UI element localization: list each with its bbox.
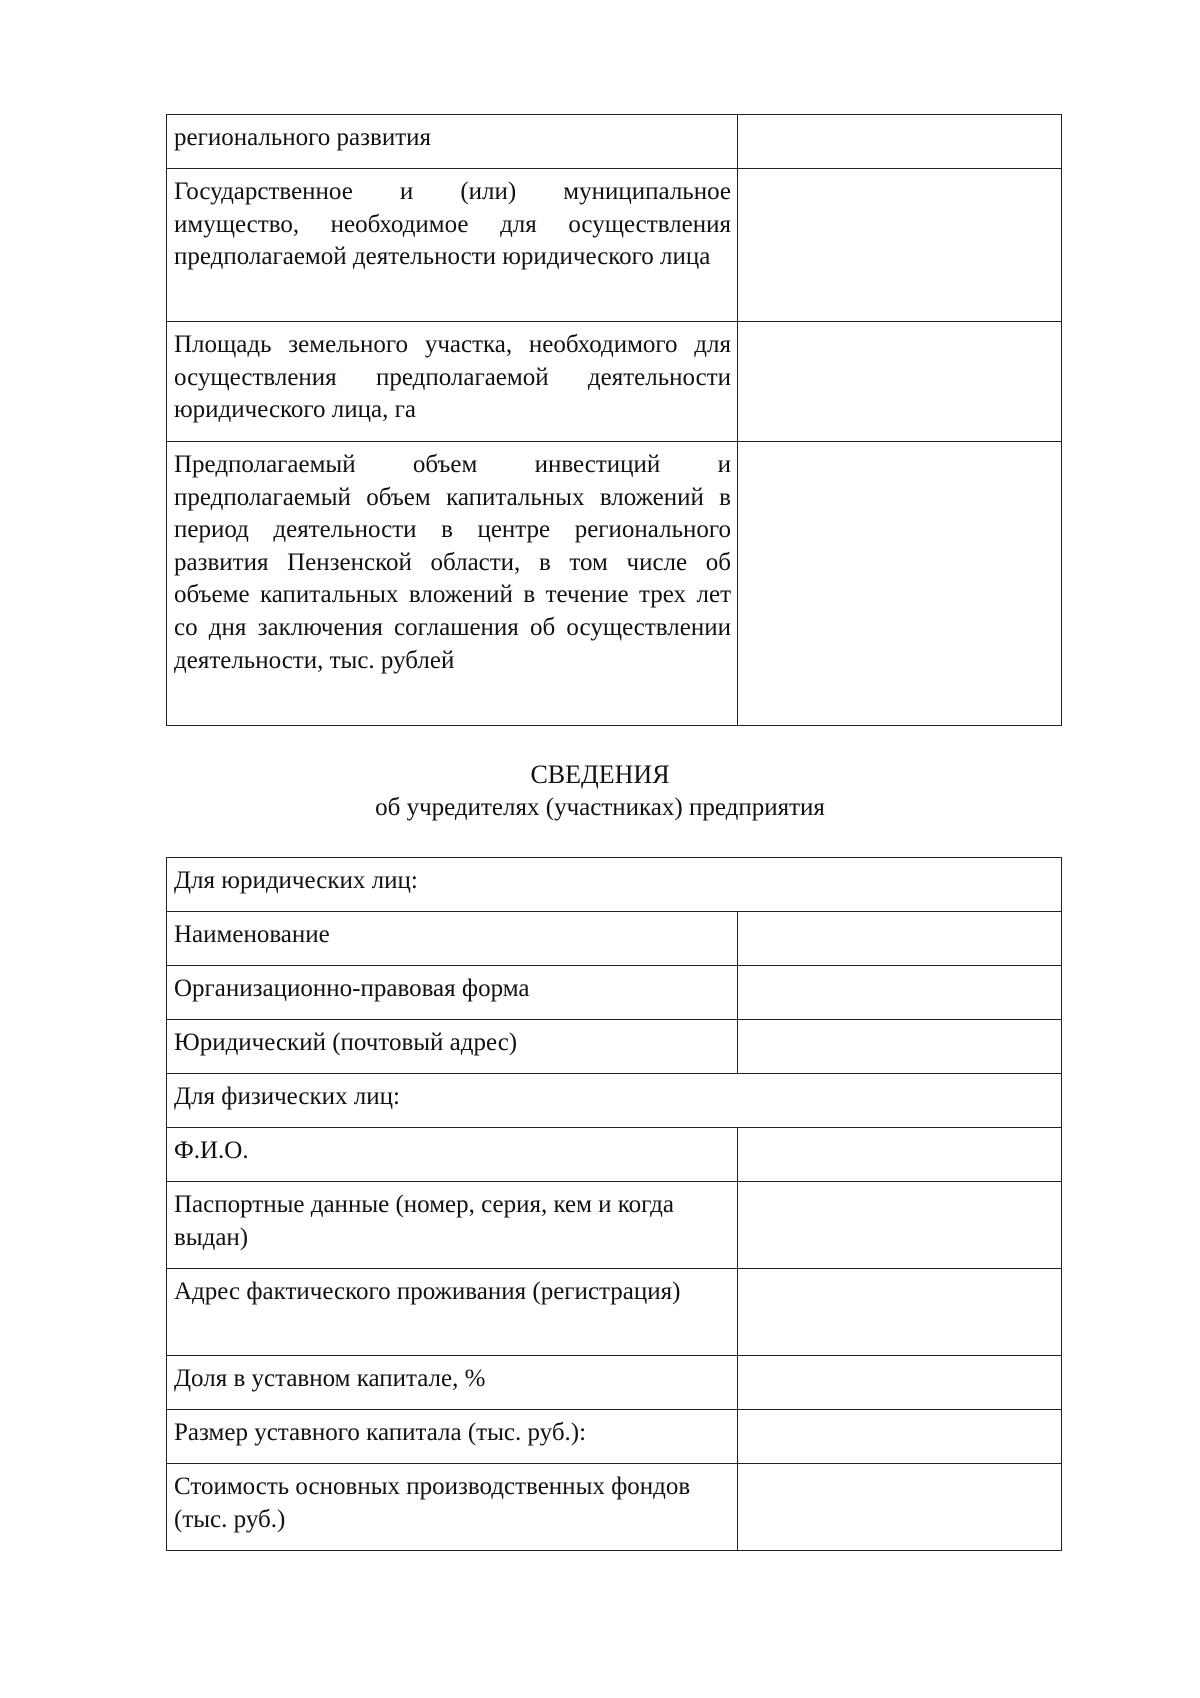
row-label-state-property: Государственное и (или) муниципальное имущество, необходимое для осуществления предполагаемой деятельности юридического лица <box>167 169 738 322</box>
row-label-capital-size: Размер уставного капитала (тыс. руб.): <box>167 1410 738 1464</box>
founders-table <box>166 857 1062 1551</box>
row-label-investment-volume: Предполагаемый объем инвестиций и предполагаемый объем капитальных вложений в период деятельности в центре регионального развития Пензенской области, в том числе об объеме капитальных вложений в течение трех лет со дня заключения соглашения об осуществлении деятельности, тыс. рублей <box>167 442 738 726</box>
table-row <box>167 858 1062 912</box>
table-row <box>167 322 1062 442</box>
table-row <box>167 442 1062 726</box>
row-label-name: Наименование <box>167 912 738 966</box>
row-value-legal-form[interactable] <box>738 966 1062 1020</box>
row-label-full-name: Ф.И.О. <box>167 1128 738 1182</box>
row-value-full-name[interactable] <box>738 1128 1062 1182</box>
table-row <box>167 966 1062 1020</box>
table-row <box>167 169 1062 322</box>
row-label-passport: Паспортные данные (номер, серия, кем и когда выдан) <box>167 1182 738 1269</box>
table-row <box>167 1356 1062 1410</box>
table-row <box>167 1074 1062 1128</box>
row-value-capital-size[interactable] <box>738 1410 1062 1464</box>
section-title: СВЕДЕНИЯ <box>530 760 670 789</box>
row-value-land-area[interactable] <box>738 322 1062 442</box>
table-row <box>167 1182 1062 1269</box>
table-row <box>167 115 1062 169</box>
row-value-passport[interactable] <box>738 1182 1062 1269</box>
row-label-legal-address: Юридический (почтовый адрес) <box>167 1020 738 1074</box>
row-value-regional-development[interactable] <box>738 115 1062 169</box>
row-label-fixed-assets: Стоимость основных производственных фондов (тыс. руб.) <box>167 1464 738 1551</box>
table-row <box>167 1410 1062 1464</box>
table-row <box>167 912 1062 966</box>
row-value-name[interactable] <box>738 912 1062 966</box>
row-value-fixed-assets[interactable] <box>738 1464 1062 1551</box>
row-value-capital-share[interactable] <box>738 1356 1062 1410</box>
table-row <box>167 1128 1062 1182</box>
table-row <box>167 1020 1062 1074</box>
row-label-residence-address: Адрес фактического проживания (регистрация) <box>167 1269 738 1356</box>
row-label-capital-share: Доля в уставном капитале, % <box>167 1356 738 1410</box>
row-value-legal-address[interactable] <box>738 1020 1062 1074</box>
row-label-land-area: Площадь земельного участка, необходимого для осуществления предполагаемой деятельности юридического лица, га <box>167 322 738 442</box>
table-row <box>167 1464 1062 1551</box>
row-value-investment-volume[interactable] <box>738 442 1062 726</box>
row-value-state-property[interactable] <box>738 169 1062 322</box>
section-subtitle: об учредителях (участниках) предприятия <box>375 794 825 821</box>
row-value-residence-address[interactable] <box>738 1269 1062 1356</box>
individuals-header: Для физических лиц: <box>167 1074 1062 1128</box>
row-label-legal-form: Организационно-правовая форма <box>167 966 738 1020</box>
row-label-regional-development: регионального развития <box>167 115 738 169</box>
table-row <box>167 1269 1062 1356</box>
project-info-table <box>166 114 1062 726</box>
legal-entities-header: Для юридических лиц: <box>167 858 1062 912</box>
